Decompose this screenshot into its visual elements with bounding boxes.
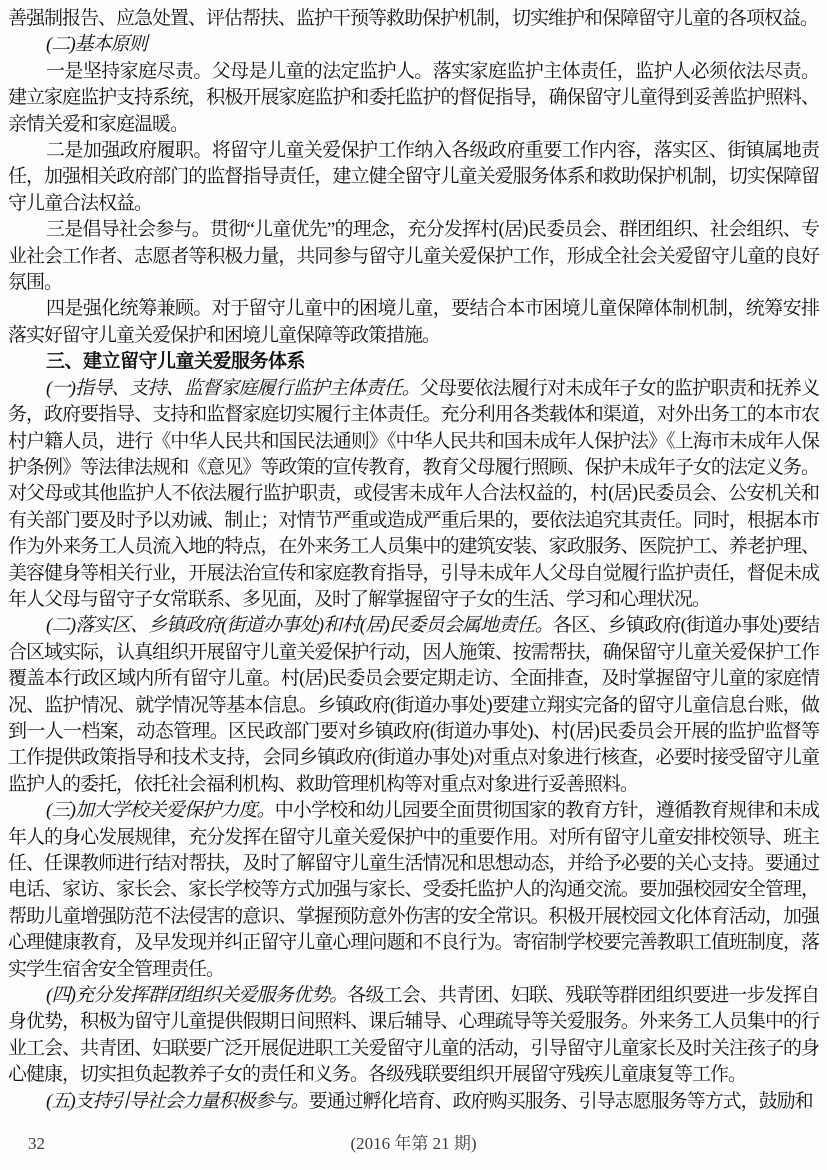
paragraph-social-participation: 三是倡导社会参与。贯彻“儿童优先”的理念，充分发挥村(居)民委员会、群团组织、社会组织、专业社会工作者、志愿者等积极力量，共同参与留守儿童关爱保护工作，形成全社会关爱留守儿童的良好氛围。 [8,219,819,294]
paragraph-family-guardianship-lead: (一)指导、支持、监督家庭履行监护主体责任。 [46,377,420,399]
paragraph-mass-organizations-lead: (四)充分发挥群团组织关爱服务优势。 [46,985,348,1007]
section-heading-care-service-system: 三、建立留守儿童关爱服务体系 [46,351,306,373]
paragraph-school-protection [8,798,819,983]
paragraph-mass-organizations-body: 各级工会、共青团、妇联、残联等群团组织要进一步发挥自身优势，积极为留守儿童提供假期日间照料、课后辅导、心理疏导等关爱服务。外来务工人员集中的行业工会、共青团、妇联要广泛开展促进职工关爱留守儿童的活动，引导留守儿童家长及时关注孩子的身心健康，切实担负起教养子女的责任和义务。各级残联要组织开展留守残疾儿童康复等工作。 [8,985,819,1086]
paragraph-family-guardianship [8,376,819,614]
paragraph-social-forces [8,1089,819,1115]
footer-page-number: 32 [28,1134,45,1153]
paragraph-government-duty: 二是加强政府履职。将留守儿童关爱保护工作纳入各级政府重要工作内容，落实区、街镇属地责任，加强相关政府部门的监督指导责任，建立健全留守儿童关爱服务体系和救助保护机制，切实保障留守儿童合法权益。 [8,140,819,214]
paragraph-local-responsibility-lead: (二)落实区、乡镇政府(街道办事处)和村(居)民委员会属地责任。 [46,615,554,637]
paragraph-family-guardianship-body: 父母要依法履行对未成年子女的监护职责和抚养义务，政府要指导、支持和监督家庭切实履行主体责任。充分利用各类载体和渠道，对外出务工的本市农村户籍人员，进行《中华人民共和国民法通则》《中华人民共和国未成年人保护法》《上海市未成年人保护条例》等法律法规和《意见》等政策的宣传教育，教育父母履行照顾、保护未成年子女的法定义务。对父母或其他监护人不依法履行监护职责，或侵害未成年人合法权益的，村(居)民委员会、公安机关和有关部门要及时予以劝诫、制止；对情节严重或造成严重后果的，要依法追究其责任。同时，根据本市作为外来务工人员流入地的特点，在外来务工人员集中的建筑安装、家政服务、医院护工、养老护理、美容健身等相关行业，开展法治宣传和家庭教育指导，引导未成年人父母自觉履行监护责任，督促未成年人父母与留守子女常联系、多见面，及时了解掌握留守子女的生活、学习和心理状况。 [8,377,819,610]
paragraph-local-responsibility-body: 各区、乡镇政府(街道办事处)要结合区域实际，认真组织开展留守儿童关爱保护行动，因人施策、按需帮扶，确保留守儿童关爱保护工作覆盖本行政区域内所有留守儿童。村(居)民委员会要定期走访、全面排查，及时掌握留守儿童的家庭情况、监护情况、就学情况等基本信息。乡镇政府(街道办事处)要建立翔实完备的留守儿童信息台账，做到一人一档案，动态管理。区民政部门要对乡镇政府(街道办事处)、村(居)民委员会开展的监护监督等工作提供政策指导和技术支持，会同乡镇政府(街道办事处)对重点对象进行核查，必要时接受留守儿童监护人的委托，依托社会福利机构、救助管理机构等对重点对象进行妥善照料。 [8,615,819,795]
paragraph-continued-from-previous-page: 善强制报告、应急处置、评估帮扶、监护干预等救助保护机制，切实维护和保障留守儿童的各项权益。 [8,8,819,29]
footer-issue-label: (2016 年第 21 期) [350,1134,477,1153]
paragraph-school-protection-body: 中小学校和幼儿园要全面贯彻国家的教育方针，遵循教育规律和未成年人的身心发展规律，充分发挥在留守儿童关爱保护中的重要作用。对所有留守儿童安排校领导、班主任、任课教师进行结对帮扶，及时了解留守儿童生活情况和思想动态，并给予必要的关心支持。要通过电话、家访、家长会、家长学校等方式加强与家长、受委托监护人的沟通交流。要加强校园安全管理，帮助儿童增强防范不法侵害的意识、掌握预防意外伤害的安全常识。积极开展校园文化体育活动，加强心理健康教育，及早发现并纠正留守儿童心理问题和不良行为。寄宿制学校要完善教职工值班制度，落实学生宿舍安全管理责任。 [8,800,819,980]
subheading-basic-principles: (二)基本原则 [46,34,147,56]
paragraph-social-forces-lead: (五)支持引导社会力量积极参与。 [46,1090,309,1112]
paragraph-local-responsibility [8,613,819,798]
paragraph-social-forces-body: 要通过孵化培育、政府购买服务、引导志愿服务等方式，鼓励和 [308,1090,813,1112]
paragraph-family-responsibility: 一是坚持家庭尽责。父母是儿童的法定监护人。落实家庭监护主体责任，监护人必须依法尽责。建立家庭监护支持系统，积极开展家庭监护和委托监护的督促指导，确保留守儿童得到妥善监护照料、亲情关爱和家庭温暖。 [8,60,819,135]
page-footer [0,1132,827,1156]
paragraph-mass-organizations [8,983,819,1089]
paragraph-overall-coordination: 四是强化统筹兼顾。对于留守儿童中的困境儿童，要结合本市困境儿童保障体制机制，统筹安排落实好留守儿童关爱保护和困境儿童保障等政策措施。 [8,298,819,346]
paragraph-school-protection-lead: (三)加大学校关爱保护力度。 [46,800,275,822]
